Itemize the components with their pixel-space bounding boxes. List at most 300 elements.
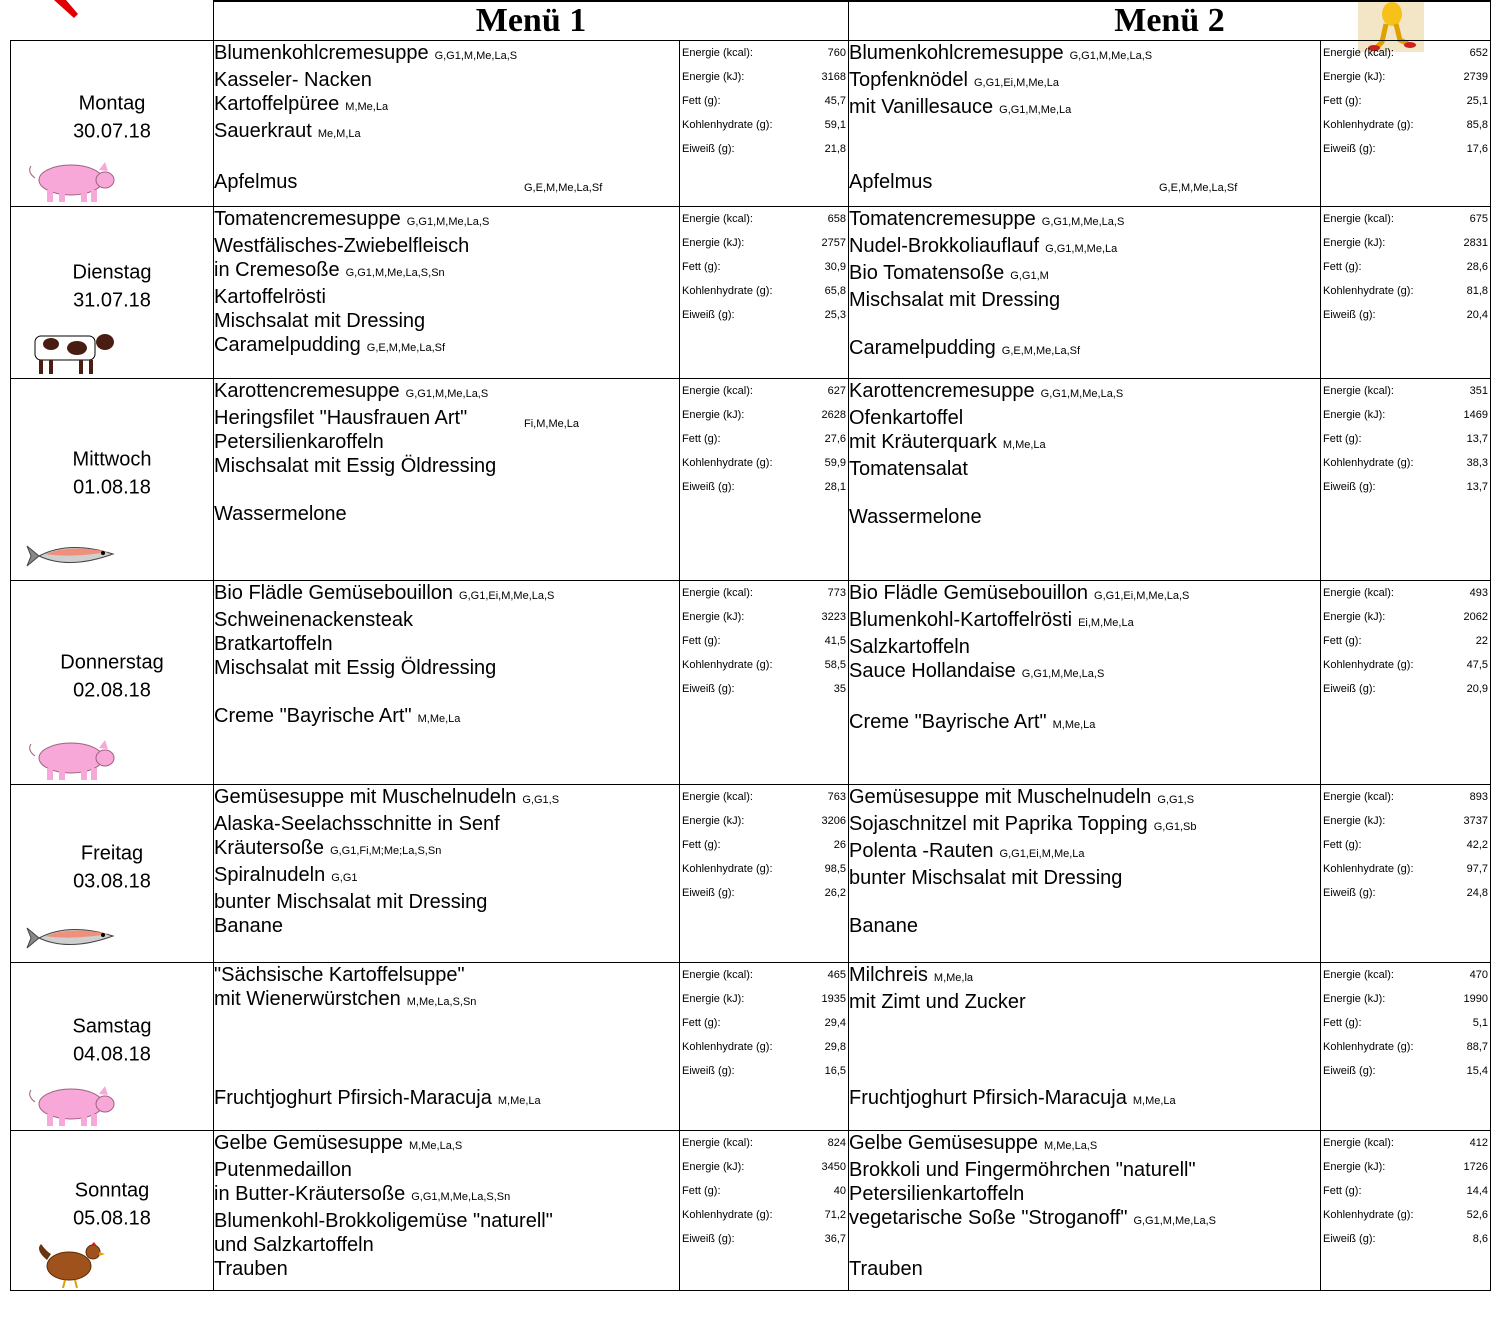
menu1-nutrition xyxy=(680,581,849,785)
nutrient-label: Kohlenhydrate (g): xyxy=(682,1209,773,1221)
nutrient-row xyxy=(680,403,848,427)
menu2-header: Menü 2 xyxy=(849,1,1491,41)
nutrient-label: Fett (g): xyxy=(1323,433,1362,445)
nutrient-row xyxy=(1321,629,1490,653)
nutrient-row xyxy=(680,809,848,833)
nutrient-row xyxy=(680,279,848,303)
pig-icon xyxy=(25,1082,117,1128)
dish-name: bunter Mischsalat mit Dressing xyxy=(214,891,488,913)
nutrient-label: Eiweiß (g): xyxy=(1323,481,1376,493)
nutrient-label: Energie (kJ): xyxy=(682,237,745,249)
day-label xyxy=(11,648,213,704)
nutrient-value: 26 xyxy=(833,839,846,851)
dish-empty xyxy=(849,1014,1320,1038)
menu1-dishes xyxy=(214,1131,680,1291)
nutrient-value: 2757 xyxy=(821,237,846,249)
day-label xyxy=(11,89,213,145)
nutrient-label: Energie (kJ): xyxy=(1323,71,1386,83)
nutrient-label: Kohlenhydrate (g): xyxy=(682,457,773,469)
dish-name: Petersilienkartoffeln xyxy=(849,1183,1025,1205)
nutrient-value: 3223 xyxy=(821,611,846,623)
day-cell xyxy=(11,785,214,963)
nutrient-row xyxy=(1321,113,1490,137)
dish-empty xyxy=(849,1038,1320,1062)
nutrient-row xyxy=(680,653,848,677)
nutrient-label: Kohlenhydrate (g): xyxy=(1323,659,1414,671)
dish-name: Brokkoli und Fingermöhrchen "naturell" xyxy=(849,1159,1196,1181)
nutrient-value: 2628 xyxy=(821,409,846,421)
nutrient-label: Fett (g): xyxy=(682,261,721,273)
day-label xyxy=(11,258,213,314)
nutrient-row xyxy=(680,113,848,137)
dish-name: in Cremesoße xyxy=(214,259,340,281)
nutrient-row xyxy=(680,987,848,1011)
nutrient-row xyxy=(680,677,848,701)
day-date: 05.08.18 xyxy=(73,1206,151,1229)
nutrient-value: 658 xyxy=(827,213,846,225)
allergen-codes: Ei,M,Me,La xyxy=(1078,617,1134,629)
nutrient-row xyxy=(680,963,848,987)
nutrient-value: 465 xyxy=(827,969,846,981)
day-cell xyxy=(11,207,214,379)
menu2-nutrition xyxy=(1321,41,1491,207)
menu2-dishes xyxy=(849,207,1321,379)
nutrient-value: 25,1 xyxy=(1466,95,1488,107)
dish-item xyxy=(214,68,679,92)
day-cell xyxy=(11,1131,214,1291)
dish-name: Heringsfilet "Hausfrauen Art" xyxy=(214,407,468,429)
nutrient-value: 98,5 xyxy=(824,863,846,875)
nutrient-row xyxy=(680,1227,848,1251)
nutrient-value: 22 xyxy=(1475,635,1488,647)
dish-item xyxy=(849,1257,1320,1281)
nutrient-row xyxy=(680,1203,848,1227)
nutrient-row xyxy=(680,1059,848,1083)
nutrient-label: Eiweiß (g): xyxy=(682,1233,735,1245)
day-name: Montag xyxy=(78,91,146,114)
day-row xyxy=(11,379,1491,581)
pig-icon xyxy=(25,736,117,782)
nutrient-row xyxy=(1321,1203,1490,1227)
dish-item xyxy=(214,170,679,194)
nutrient-value: 412 xyxy=(1469,1137,1488,1149)
dish-empty xyxy=(214,680,679,704)
nutrient-label: Energie (kcal): xyxy=(682,213,753,225)
nutrient-label: Kohlenhydrate (g): xyxy=(682,863,773,875)
dish-name: Sauce Hollandaise xyxy=(849,660,1016,682)
nutrient-label: Energie (kJ): xyxy=(1323,993,1386,1005)
day-name: Mittwoch xyxy=(72,447,152,470)
dish-item xyxy=(214,285,679,309)
nutrient-row xyxy=(680,1155,848,1179)
day-name: Freitag xyxy=(80,841,144,864)
dish-item xyxy=(849,95,1320,122)
nutrient-label: Energie (kJ): xyxy=(1323,1161,1386,1173)
nutrient-row xyxy=(1321,207,1490,231)
dish-name: Trauben xyxy=(214,1258,288,1280)
nutrient-label: Kohlenhydrate (g): xyxy=(682,1041,773,1053)
dish-item xyxy=(214,1158,679,1182)
nutrient-value: 17,6 xyxy=(1466,143,1488,155)
menu1-dishes xyxy=(214,963,680,1131)
nutrient-row xyxy=(680,303,848,327)
allergen-codes: Me,M,La xyxy=(317,128,361,140)
dish-name: Tomatencremesuppe xyxy=(849,208,1036,230)
nutrient-value: 25,3 xyxy=(824,309,846,321)
dish-name: Salzkartoffeln xyxy=(849,636,970,658)
dish-name: mit Wienerwürstchen xyxy=(214,988,401,1010)
dish-item xyxy=(214,890,679,914)
nutrient-value: 2739 xyxy=(1463,71,1488,83)
dish-name: Ofenkartoffel xyxy=(849,407,964,429)
nutrient-value: 493 xyxy=(1469,587,1488,599)
dish-item xyxy=(849,963,1320,990)
allergen-codes: M,Me,La xyxy=(1002,439,1046,451)
nutrient-row xyxy=(1321,379,1490,403)
nutrient-row xyxy=(680,629,848,653)
nutrient-label: Fett (g): xyxy=(682,635,721,647)
day-date: 01.08.18 xyxy=(73,475,151,498)
nutrient-value: 20,4 xyxy=(1466,309,1488,321)
dish-name: Sojaschnitzel mit Paprika Topping xyxy=(849,813,1148,835)
day-date: 03.08.18 xyxy=(73,869,151,892)
day-row xyxy=(11,41,1491,207)
nutrient-value: 652 xyxy=(1469,47,1488,59)
nutrient-row xyxy=(1321,279,1490,303)
day-label xyxy=(11,1012,213,1068)
nutrient-value: 13,7 xyxy=(1466,481,1488,493)
nutrient-row xyxy=(1321,653,1490,677)
dish-name: Wassermelone xyxy=(214,503,347,525)
dish-item xyxy=(214,1257,679,1281)
dish-name: Tomatensalat xyxy=(849,458,968,480)
nutrient-row xyxy=(1321,1227,1490,1251)
nutrient-label: Energie (kJ): xyxy=(682,815,745,827)
chicken-icon xyxy=(25,1242,117,1288)
nutrient-label: Eiweiß (g): xyxy=(1323,1065,1376,1077)
dish-item xyxy=(849,1182,1320,1206)
dish-name: in Butter-Kräutersoße xyxy=(214,1183,406,1205)
nutrient-value: 763 xyxy=(827,791,846,803)
menu1-dishes xyxy=(214,379,680,581)
dish-name: Caramelpudding xyxy=(214,334,361,356)
allergen-codes: M,Me,La,S xyxy=(409,1140,463,1152)
nutrient-value: 58,5 xyxy=(824,659,846,671)
nutrient-value: 97,7 xyxy=(1466,863,1488,875)
dish-item xyxy=(849,608,1320,635)
dish-item xyxy=(849,288,1320,312)
nutrient-value: 81,8 xyxy=(1466,285,1488,297)
nutrient-row xyxy=(1321,963,1490,987)
nutrient-row xyxy=(1321,987,1490,1011)
allergen-codes: G,E,M,Me,La,Sf xyxy=(1159,182,1238,194)
nutrient-label: Kohlenhydrate (g): xyxy=(1323,285,1414,297)
nutrient-row xyxy=(1321,255,1490,279)
dish-name: Banane xyxy=(214,915,283,937)
menu2-dishes xyxy=(849,1131,1321,1291)
dish-item xyxy=(214,454,679,478)
menu1-nutrition xyxy=(680,1131,849,1291)
day-name: Sonntag xyxy=(74,1178,150,1201)
nutrient-label: Kohlenhydrate (g): xyxy=(1323,1209,1414,1221)
nutrient-value: 2831 xyxy=(1463,237,1488,249)
allergen-codes: G,G1,Ei,M,Me,La,S xyxy=(459,590,555,602)
day-row xyxy=(11,963,1491,1131)
dish-name: Milchreis xyxy=(849,964,928,986)
nutrient-label: Energie (kcal): xyxy=(1323,791,1394,803)
dish-item xyxy=(849,170,1320,194)
nutrient-label: Kohlenhydrate (g): xyxy=(1323,863,1414,875)
dish-item xyxy=(849,990,1320,1014)
nutrient-label: Eiweiß (g): xyxy=(682,309,735,321)
day-date: 31.07.18 xyxy=(73,288,151,311)
dish-empty xyxy=(849,1062,1320,1086)
dish-item xyxy=(849,505,1320,529)
dish-name: Bio Tomatensoße xyxy=(849,262,1005,284)
allergen-codes: G,G1,S xyxy=(1157,794,1195,806)
day-date: 02.08.18 xyxy=(73,678,151,701)
nutrient-value: 24,8 xyxy=(1466,887,1488,899)
nutrient-row xyxy=(1321,1179,1490,1203)
nutrient-value: 1935 xyxy=(821,993,846,1005)
dish-name: Polenta -Rauten xyxy=(849,840,994,862)
dish-name: Mischsalat mit Essig Öldressing xyxy=(214,657,497,679)
day-cell xyxy=(11,581,214,785)
allergen-codes: G,G1,M,Me,La,S xyxy=(1040,388,1124,400)
menu2-dishes xyxy=(849,963,1321,1131)
dish-item xyxy=(214,1209,679,1233)
allergen-codes: G,E,M,Me,La,Sf xyxy=(1001,345,1081,357)
allergen-codes: M,Me,La,S xyxy=(1044,1140,1098,1152)
nutrient-row xyxy=(1321,605,1490,629)
dish-name: bunter Mischsalat mit Dressing xyxy=(849,867,1123,889)
nutrient-value: 59,9 xyxy=(824,457,846,469)
nutrient-value: 88,7 xyxy=(1466,1041,1488,1053)
allergen-codes: G,G1,M,Me,La,S xyxy=(405,388,489,400)
dish-item xyxy=(849,234,1320,261)
nutrient-value: 3737 xyxy=(1463,815,1488,827)
allergen-codes: M,Me,La xyxy=(497,1095,541,1107)
day-cell xyxy=(11,41,214,207)
dish-item xyxy=(214,632,679,656)
nutrient-label: Energie (kJ): xyxy=(1323,611,1386,623)
dish-name: Fruchtjoghurt Pfirsich-Maracuja xyxy=(214,1087,492,1109)
dish-item xyxy=(849,659,1320,686)
nutrient-label: Eiweiß (g): xyxy=(1323,683,1376,695)
dish-name: Blumenkohl-Brokkoligemüse "naturell" xyxy=(214,1210,553,1232)
nutrient-row xyxy=(1321,1155,1490,1179)
dish-item xyxy=(214,41,679,68)
nutrient-value: 28,1 xyxy=(824,481,846,493)
dish-item xyxy=(214,581,679,608)
nutrient-label: Kohlenhydrate (g): xyxy=(1323,457,1414,469)
weekly-menu-table xyxy=(10,0,1491,1291)
dish-name: Sauerkraut xyxy=(214,120,312,142)
menu2-dishes xyxy=(849,581,1321,785)
nutrient-row xyxy=(680,785,848,809)
nutrient-label: Fett (g): xyxy=(682,839,721,851)
menu1-dishes xyxy=(214,581,680,785)
nutrient-row xyxy=(1321,231,1490,255)
nutrient-value: 41,5 xyxy=(824,635,846,647)
nutrient-label: Kohlenhydrate (g): xyxy=(1323,119,1414,131)
day-row xyxy=(11,207,1491,379)
dish-item xyxy=(214,502,679,526)
menu1-dishes xyxy=(214,785,680,963)
dish-name: Bratkartoffeln xyxy=(214,633,333,655)
nutrient-value: 824 xyxy=(827,1137,846,1149)
nutrient-label: Energie (kJ): xyxy=(1323,237,1386,249)
allergen-codes: G,G1,M,Me,La,S xyxy=(406,216,490,228)
header-blank-cell xyxy=(11,1,214,41)
nutrient-label: Kohlenhydrate (g): xyxy=(682,659,773,671)
dish-name: Nudel-Brokkoliauflauf xyxy=(849,235,1040,257)
dish-item xyxy=(849,379,1320,406)
nutrient-value: 59,1 xyxy=(824,119,846,131)
dish-empty xyxy=(214,478,679,502)
dish-empty xyxy=(849,481,1320,505)
nutrient-value: 47,5 xyxy=(1466,659,1488,671)
dish-item xyxy=(849,839,1320,866)
nutrient-row xyxy=(1321,65,1490,89)
dish-item xyxy=(214,704,679,731)
dish-item xyxy=(214,987,679,1014)
nutrient-label: Fett (g): xyxy=(1323,95,1362,107)
dish-name: vegetarische Soße "Stroganoff" xyxy=(849,1207,1128,1229)
menu2-nutrition xyxy=(1321,963,1491,1131)
dish-name: Apfelmus xyxy=(214,171,298,193)
dish-item xyxy=(214,656,679,680)
dish-name: Blumenkohl-Kartoffelrösti xyxy=(849,609,1073,631)
nutrient-label: Energie (kcal): xyxy=(1323,587,1394,599)
dish-name: Gelbe Gemüsesuppe xyxy=(849,1132,1039,1154)
day-row xyxy=(11,581,1491,785)
dish-item xyxy=(849,1158,1320,1182)
nutrient-row xyxy=(1321,809,1490,833)
nutrient-row xyxy=(1321,451,1490,475)
allergen-codes: G,G1,Fi,M;Me;La,S,Sn xyxy=(330,845,442,857)
nutrient-value: 27,6 xyxy=(824,433,846,445)
dish-name: Kartoffelrösti xyxy=(214,286,326,308)
dish-name: Spiralnudeln xyxy=(214,864,326,886)
nutrient-row xyxy=(1321,403,1490,427)
nutrient-row xyxy=(680,1131,848,1155)
allergen-codes: G,G1,Sb xyxy=(1153,821,1197,833)
dish-item xyxy=(214,234,679,258)
nutrient-label: Energie (kJ): xyxy=(682,993,745,1005)
nutrient-label: Energie (kcal): xyxy=(682,1137,753,1149)
menu2-nutrition xyxy=(1321,207,1491,379)
nutrient-row xyxy=(1321,785,1490,809)
nutrient-value: 28,6 xyxy=(1466,261,1488,273)
nutrient-row xyxy=(680,255,848,279)
menu1-dishes xyxy=(214,41,680,207)
dish-name: Mischsalat mit Essig Öldressing xyxy=(214,455,497,477)
day-label xyxy=(11,839,213,895)
nutrient-value: 470 xyxy=(1469,969,1488,981)
fish-icon xyxy=(25,914,117,960)
nutrient-value: 30,9 xyxy=(824,261,846,273)
allergen-codes: G,G1 xyxy=(331,872,358,884)
nutrient-label: Energie (kJ): xyxy=(1323,409,1386,421)
dish-empty xyxy=(214,1038,679,1062)
nutrient-label: Energie (kJ): xyxy=(1323,815,1386,827)
nutrient-row xyxy=(1321,881,1490,905)
allergen-codes: G,G1,M,Me,La,S,Sn xyxy=(345,267,445,279)
nutrient-value: 14,4 xyxy=(1466,1185,1488,1197)
dish-item xyxy=(849,1131,1320,1158)
dish-item xyxy=(214,1086,679,1113)
dish-name: Karottencremesuppe xyxy=(849,380,1035,402)
dish-name: "Sächsische Kartoffelsuppe" xyxy=(214,964,465,986)
dish-name: Creme "Bayrische Art" xyxy=(849,711,1047,733)
nutrient-row xyxy=(680,857,848,881)
dish-item xyxy=(849,68,1320,95)
nutrient-value: 71,2 xyxy=(824,1209,846,1221)
dish-name: Alaska-Seelachsschnitte in Senf xyxy=(214,813,500,835)
nutrient-label: Fett (g): xyxy=(1323,261,1362,273)
nutrient-label: Eiweiß (g): xyxy=(682,887,735,899)
dish-name: Westfälisches-Zwiebelfleisch xyxy=(214,235,470,257)
nutrient-label: Energie (kcal): xyxy=(1323,969,1394,981)
nutrient-value: 351 xyxy=(1469,385,1488,397)
nutrient-value: 21,8 xyxy=(824,143,846,155)
nutrient-label: Energie (kcal): xyxy=(682,385,753,397)
nutrient-value: 85,8 xyxy=(1466,119,1488,131)
dish-name: Banane xyxy=(849,915,918,937)
dish-name: Gemüsesuppe mit Muschelnudeln xyxy=(849,786,1152,808)
allergen-codes: M,Me,La xyxy=(1132,1095,1176,1107)
nutrient-row xyxy=(1321,581,1490,605)
day-date: 30.07.18 xyxy=(73,119,151,142)
nutrient-value: 52,6 xyxy=(1466,1209,1488,1221)
header-row xyxy=(11,1,1491,41)
nutrient-label: Energie (kJ): xyxy=(682,409,745,421)
nutrient-row xyxy=(680,379,848,403)
allergen-codes: M,Me,La,S,Sn xyxy=(406,996,477,1008)
dish-name: Gelbe Gemüsesuppe xyxy=(214,1132,404,1154)
menu2-nutrition xyxy=(1321,379,1491,581)
nutrient-label: Fett (g): xyxy=(1323,839,1362,851)
dish-item xyxy=(214,309,679,333)
nutrient-row xyxy=(680,89,848,113)
dish-item xyxy=(214,1131,679,1158)
dish-name: Trauben xyxy=(849,1258,923,1280)
nutrient-label: Fett (g): xyxy=(682,1017,721,1029)
day-date: 04.08.18 xyxy=(73,1042,151,1065)
dish-name: mit Kräuterquark xyxy=(849,431,997,453)
fish-icon xyxy=(25,532,117,578)
dish-name: Caramelpudding xyxy=(849,337,996,359)
dish-name: Blumenkohlcremesuppe xyxy=(214,42,429,64)
nutrient-row xyxy=(1321,1035,1490,1059)
day-label xyxy=(11,445,213,501)
nutrient-value: 65,8 xyxy=(824,285,846,297)
menu1-nutrition xyxy=(680,207,849,379)
day-cell xyxy=(11,963,214,1131)
nutrient-value: 1990 xyxy=(1463,993,1488,1005)
nutrient-row xyxy=(680,881,848,905)
nutrient-label: Energie (kcal): xyxy=(1323,213,1394,225)
dish-item xyxy=(849,457,1320,481)
pig-icon xyxy=(25,158,117,204)
nutrient-label: Eiweiß (g): xyxy=(682,481,735,493)
nutrient-label: Eiweiß (g): xyxy=(682,143,735,155)
allergen-codes: M,Me,La xyxy=(417,713,461,725)
dish-item xyxy=(214,379,679,406)
nutrient-label: Energie (kcal): xyxy=(1323,1137,1394,1149)
nutrient-label: Energie (kcal): xyxy=(682,791,753,803)
